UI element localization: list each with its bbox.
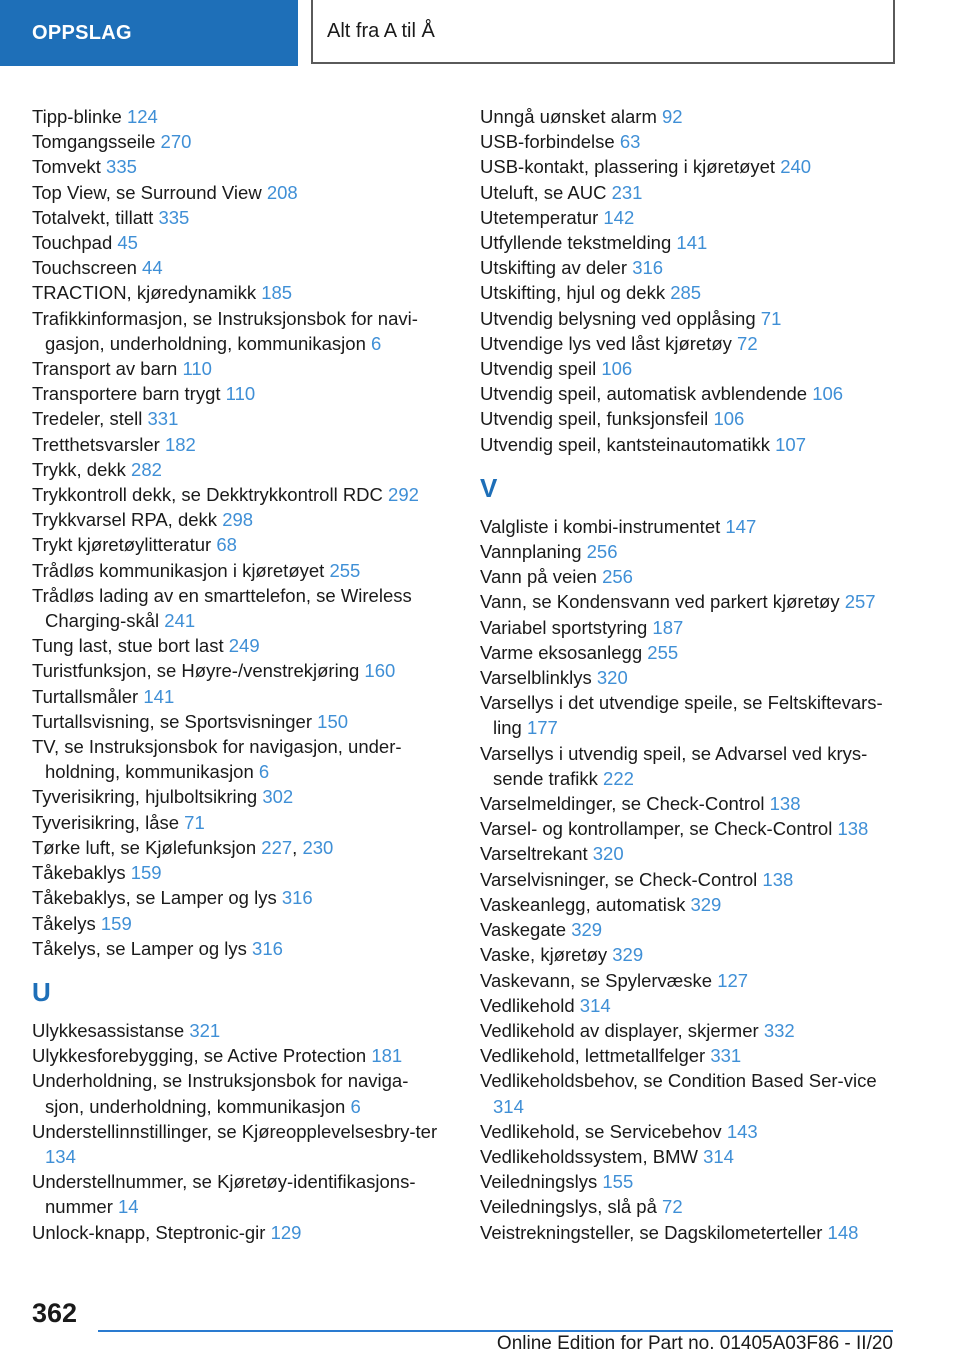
index-entry (480, 917, 890, 942)
page-reference-link[interactable]: 110 (225, 383, 256, 405)
index-entry (32, 784, 442, 809)
page-reference-link[interactable]: 72 (662, 1196, 683, 1218)
page-reference-link[interactable]: 141 (143, 685, 175, 707)
index-entry-text: Transportere barn trygt (32, 383, 221, 405)
index-entry (480, 129, 890, 154)
page-reference-link[interactable]: 159 (130, 862, 162, 884)
index-entry (32, 280, 442, 305)
index-entry-text: Tretthetsvarsler (32, 433, 160, 455)
index-entry-text: Utskifting av deler (480, 257, 628, 279)
page-reference-link[interactable]: 335 (106, 156, 137, 178)
index-entry (480, 255, 890, 280)
index-entry (32, 230, 442, 255)
index-entry (32, 936, 442, 961)
index-entry (480, 640, 890, 665)
index-entry-text: Tredeler, stell (32, 408, 143, 430)
page-reference-link[interactable]: 127 (717, 969, 749, 991)
page-reference-link[interactable]: 314 (703, 1145, 734, 1167)
section-tab (0, 0, 298, 66)
index-entry (32, 1043, 442, 1068)
index-entry-text: Utvendig speil, automatisk avblendende (480, 383, 808, 405)
index-entry-text: Vedlikehold av displayer, skjermer (480, 1019, 759, 1041)
index-column-right (480, 104, 890, 1245)
index-entry (480, 615, 890, 640)
index-entry-text: Utvendig speil, funksjonsfeil (480, 408, 709, 430)
page-reference-link[interactable]: 298 (222, 509, 254, 531)
index-entry (32, 684, 442, 709)
index-entry-text: Unlock-knapp, Steptronic-gir (32, 1221, 266, 1243)
page-reference-link[interactable]: 138 (837, 818, 869, 840)
page-reference-link[interactable]: 227 (261, 836, 293, 858)
index-entry-text: Uteluft, se AUC (480, 181, 607, 203)
index-entry-text: Tåkebaklys, se Lamper og lys (32, 887, 277, 909)
index-entry-text: Top View, se Surround View (32, 181, 262, 203)
page-reference-link[interactable]: 302 (262, 786, 294, 808)
index-entry-text: Vedlikeholdssystem, BMW (480, 1145, 698, 1167)
index-entry-text: Trådløs kommunikasjon i kjøretøyet (32, 559, 325, 581)
section-label: OPPSLAG (32, 21, 132, 44)
page-reference-link[interactable]: 71 (760, 307, 782, 329)
index-entry (480, 892, 890, 917)
page-reference-link[interactable]: 187 (652, 616, 684, 638)
page-reference-link[interactable]: 316 (632, 257, 664, 279)
page-number: 362 (32, 1298, 78, 1328)
page-reference-link[interactable]: 147 (725, 515, 757, 537)
index-entry (480, 993, 890, 1018)
index-entry (32, 205, 442, 230)
index-entry (480, 1018, 890, 1043)
index-entry (480, 968, 890, 993)
index-entry (480, 1144, 890, 1169)
page-reference-link[interactable]: 332 (763, 1019, 795, 1041)
index-entry (480, 1220, 890, 1245)
index-entry (480, 539, 890, 564)
page-reference-link[interactable]: 44 (142, 257, 163, 279)
index-entry-text: Varseltrekant (480, 843, 588, 865)
index-entry-text: Vaskevann, se Spylervæske (480, 969, 713, 991)
index-entry (32, 860, 442, 885)
page-title: Alt fra A til Å (327, 19, 435, 42)
index-entry (480, 180, 890, 205)
index-entry-text: Varsellys i det utvendige speile, se Feltskiftevars‐ling (480, 692, 883, 739)
index-entry (480, 741, 890, 791)
page-reference-link[interactable]: 124 (126, 106, 158, 127)
index-entry-text: Vedlikeholdsbehov, se Condition Based Ser‐vice (480, 1070, 877, 1092)
index-entry (32, 154, 442, 179)
index-entry (480, 154, 890, 179)
page-reference-link[interactable]: 110 (182, 358, 212, 380)
index-entry-text: Transport av barn (32, 358, 178, 380)
index-entry (32, 406, 442, 431)
index-entry-text: Turtallsvisning, se Sportsvisninger (32, 710, 313, 732)
index-entry-text: Ulykkesforebygging, se Active Protection (32, 1045, 367, 1067)
index-entry (32, 457, 442, 482)
page-reference-link[interactable]: 6 (371, 332, 382, 354)
page-reference-link[interactable]: 142 (603, 206, 635, 228)
index-entry-text: USB-kontakt, plassering i kjøretøyet (480, 156, 776, 178)
index-entry (480, 331, 890, 356)
page-reference-link[interactable]: 134 (45, 1145, 76, 1167)
index-entry-text: Valgliste i kombi-instrumentet (480, 515, 721, 537)
index-entry (32, 1220, 442, 1245)
index-entry (480, 867, 890, 892)
index-letter-heading: V (480, 472, 498, 503)
index-entry (32, 507, 442, 532)
index-entry-text: Varselvisninger, se Check-Control (480, 868, 758, 890)
index-entry (480, 1043, 890, 1068)
page-reference-link[interactable]: 256 (586, 541, 618, 563)
index-entry-text: Trafikkinformasjon, se Instruksjonsbok for navi‐gasjon, underholdning, kommunikasjon (32, 307, 418, 354)
index-entry-text: Utvendige lys ved låst kjøretøy (480, 332, 732, 354)
index-entry-text: Touchscreen (32, 257, 137, 279)
index-entry (32, 532, 442, 557)
page-reference-link[interactable]: 331 (147, 408, 179, 430)
index-entry (480, 564, 890, 589)
index-entry-text: Vann på veien (480, 566, 597, 588)
page-reference-link[interactable]: 320 (596, 667, 628, 689)
page-reference-link[interactable]: 107 (775, 433, 806, 455)
index-entry (480, 1194, 890, 1219)
page-reference-link[interactable]: 314 (493, 1095, 524, 1117)
index-entry-text: Ulykkesassistanse (32, 1019, 185, 1041)
index-entry-text: Utvendig speil (480, 358, 597, 380)
page-reference-link[interactable]: 106 (812, 383, 844, 405)
index-entry: Tørke luft, se Kjølefunksjon 227, 230 (32, 836, 334, 858)
index-entry (32, 810, 442, 835)
index-entry-text: Trykk, dekk (32, 458, 126, 480)
index-entry (32, 180, 442, 205)
page-reference-link[interactable]: 6 (258, 761, 270, 783)
index-entry-text: Understellinnstillinger, se Kjøreopplevelsesbry‐ter (32, 1120, 438, 1142)
page-reference-link[interactable]: 106 (601, 358, 633, 380)
page-reference-link[interactable]: 320 (592, 843, 624, 865)
index-entry-text: Trådløs lading av en smarttelefon, se Wireless Charging-skål (32, 584, 412, 632)
index-entry-text: Veistrekningsteller, se Dagskilometerteller (480, 1221, 823, 1243)
index-entry (32, 1119, 442, 1169)
index-entry (480, 280, 890, 305)
page-reference-link[interactable]: 159 (100, 912, 132, 934)
page-reference-link[interactable]: 45 (117, 232, 138, 254)
index-entry (32, 1018, 442, 1043)
index-entry-text: Vedlikehold (480, 994, 575, 1016)
index-entry-text: Tåkelys, se Lamper og lys (32, 937, 247, 959)
index-entry-text: Trykkontroll dekk, se Dekktrykkontroll RDC (32, 484, 383, 506)
index-entry (480, 841, 890, 866)
index-entry-text: Understellnummer, se Kjøretøy-identifikasjons‐nummer (32, 1171, 416, 1218)
page-reference-link[interactable]: 321 (189, 1019, 221, 1041)
index-entry (480, 816, 890, 841)
index-entry-text: Tipp-blinke (32, 106, 122, 127)
index-entry (32, 734, 442, 784)
index-entry-text: Unngå uønsket alarm (480, 106, 657, 127)
page-reference-link[interactable]: 331 (710, 1045, 742, 1067)
index-entry (32, 381, 442, 406)
page-reference-link[interactable]: 249 (228, 635, 260, 657)
page-reference-link[interactable]: 208 (266, 181, 298, 203)
page-reference-link[interactable]: 148 (827, 1221, 859, 1243)
index-entry (32, 709, 442, 734)
index-entry (480, 589, 890, 614)
page-reference-link[interactable]: 329 (690, 893, 722, 915)
page-reference-link[interactable]: 63 (619, 131, 641, 153)
index-entry-text: Utvendig speil, kantsteinautomatikk (480, 433, 770, 455)
index-entry-text: Varselblinklys (480, 667, 592, 689)
index-entry (32, 1068, 442, 1118)
page-reference-link[interactable]: 314 (579, 994, 611, 1016)
index-entry (32, 1169, 442, 1219)
index-entry-text: Tomvekt (32, 156, 101, 178)
page-reference-link[interactable]: 257 (844, 591, 876, 613)
index-entry-text: Varselmeldinger, se Check-Control (480, 793, 765, 815)
page-reference-link[interactable]: 240 (780, 156, 812, 178)
index-entry-text: Veiledningslys, slå på (480, 1196, 657, 1218)
index-entry (32, 306, 442, 356)
index-entry-text: TV, se Instruksjonsbok for navigasjon, under‐holdning, kommunikasjon (32, 736, 402, 783)
page-reference-link[interactable]: 329 (612, 944, 644, 966)
page-reference-link[interactable]: 231 (611, 181, 643, 203)
index-entry (32, 583, 442, 633)
index-entry-text: Vaskegate (480, 919, 567, 941)
index-entry-text: Tyverisikring, hjulboltsikring (32, 786, 258, 808)
index-entry (32, 104, 442, 129)
page-reference-link[interactable]: 185 (261, 282, 293, 304)
page-reference-link[interactable]: 316 (281, 887, 313, 909)
page-reference-link[interactable]: 256 (602, 566, 633, 588)
index-entry (480, 306, 890, 331)
page-header (0, 0, 960, 66)
index-entry (480, 791, 890, 816)
index-entry-text: Utetemperatur (480, 206, 599, 228)
index-entry (480, 432, 890, 457)
index-entry-text: Touchpad (32, 232, 113, 254)
index-entry (32, 658, 442, 683)
index-entry (32, 356, 442, 381)
index-entry-text: Varsel- og kontrollamper, se Check-Control (480, 818, 833, 840)
page-reference-link[interactable]: 285 (670, 282, 702, 304)
page-reference-link[interactable]: 106 (713, 408, 745, 430)
index-entry (480, 381, 890, 406)
page-reference-link[interactable]: 155 (602, 1171, 634, 1193)
index-entry-text: USB-forbindelse (480, 131, 615, 153)
index-entry (480, 1169, 890, 1194)
page-reference-link[interactable]: 316 (252, 937, 283, 959)
index-entry-text: TRACTION, kjøredynamikk (32, 282, 257, 304)
index-entry-text: Utfyllende tekstmelding (480, 232, 672, 254)
index-entry-text: Tørke luft, se Kjølefunksjon (32, 836, 257, 858)
index-entry (32, 482, 442, 507)
index-entry-text: Veiledningslys (480, 1171, 598, 1193)
index-entry (32, 911, 442, 936)
page-reference-link[interactable]: 92 (662, 106, 683, 127)
index-entry-text: Trykkvarsel RPA, dekk (32, 509, 218, 531)
page-reference-link[interactable]: 143 (726, 1120, 758, 1142)
index-entry (32, 129, 442, 154)
index-entry-text: Tomgangsseile (32, 131, 156, 153)
index-entry (480, 690, 890, 740)
index-entry-text: Tåkebaklys (32, 862, 126, 884)
page-reference-link[interactable]: 335 (158, 206, 190, 228)
index-entry-text: Vedlikehold, se Servicebehov (480, 1120, 722, 1142)
index-entry (480, 942, 890, 967)
index-entry (480, 514, 890, 539)
page-reference-link[interactable]: 282 (131, 458, 162, 480)
page-reference-link[interactable]: 68 (216, 534, 237, 556)
index-entry-text: Turistfunksjon, se Høyre-/venstrekjøring (32, 660, 360, 682)
index-entry-text: Tåkelys (32, 912, 96, 934)
index-entry-text: Vedlikehold, lettmetallfelger (480, 1045, 706, 1067)
index-entry (32, 255, 442, 280)
index-entry-text: Vaskeanlegg, automatisk (480, 893, 686, 915)
index-entry (480, 230, 890, 255)
page-reference-link[interactable]: 150 (317, 710, 349, 732)
index-entry (32, 633, 442, 658)
index-entry-text: Variabel sportstyring (480, 616, 648, 638)
index-entry-text: Vannplaning (480, 541, 582, 563)
index-column-left (32, 104, 442, 1245)
page-reference-link[interactable]: 255 (647, 641, 679, 663)
index-entry-text: Underholdning, se Instruksjonsbok for naviga‐sjon, underholdning, kommunikasjon (32, 1070, 409, 1117)
index-letter-heading: U (32, 976, 51, 1007)
page-reference-link[interactable]: 292 (388, 484, 419, 506)
page-reference-link[interactable]: 230 (302, 836, 334, 858)
index-entry (480, 1068, 890, 1118)
header-title-box (311, 0, 895, 64)
index-entry-text: Utvendig belysning ved opplåsing (480, 307, 756, 329)
page-reference-link[interactable]: 255 (329, 559, 361, 581)
index-entry-text: Totalvekt, tillatt (32, 206, 154, 228)
index-entry (480, 104, 890, 129)
page-reference-link[interactable]: 181 (371, 1045, 403, 1067)
page-reference-link[interactable]: 14 (118, 1196, 139, 1218)
index-entry (32, 558, 442, 583)
edition-text: Online Edition for Part no. 01405A03F86 - II/20 (496, 1333, 893, 1354)
index-entry (480, 1119, 890, 1144)
page-reference-link[interactable]: 71 (184, 811, 205, 833)
page-reference-link[interactable]: 141 (676, 232, 708, 254)
index-entry-text: Turtallsmåler (32, 685, 139, 707)
index-entry-text: Varme eksosanlegg (480, 641, 643, 663)
footer-rule (98, 1330, 893, 1332)
page-reference-link[interactable]: 129 (270, 1221, 302, 1243)
page-reference-link[interactable]: 222 (603, 767, 634, 789)
page-reference-link[interactable]: 138 (769, 793, 801, 815)
page-reference-link[interactable]: 182 (164, 433, 196, 455)
page-reference-link[interactable]: 6 (350, 1095, 361, 1117)
index-entry (480, 356, 890, 381)
index-entry-text: Vann, se Kondensvann ved parkert kjøretøy (480, 591, 840, 613)
index-entry-text: Utskifting, hjul og dekk (480, 282, 666, 304)
index-entry (480, 205, 890, 230)
page-reference-link[interactable]: 72 (737, 332, 758, 354)
index-entry (480, 665, 890, 690)
page-reference-link[interactable]: 177 (526, 717, 558, 739)
page-reference-link[interactable]: 160 (364, 660, 396, 682)
index-entry-text: Tyverisikring, låse (32, 811, 180, 833)
page-reference-link[interactable]: 138 (762, 868, 794, 890)
index-entry-text: Vaske, kjøretøy (480, 944, 608, 966)
index-entry-text: Trykt kjøretøylitteratur (32, 534, 212, 556)
page-reference-link[interactable]: 241 (164, 610, 196, 632)
index-entry-text: Varsellys i utvendig speil, se Advarsel ved krys‐sende trafikk (480, 742, 868, 789)
page-reference-link[interactable]: 329 (571, 919, 603, 941)
page-reference-link[interactable]: 270 (160, 131, 192, 153)
index-entry (32, 885, 442, 910)
index-entry (480, 406, 890, 431)
index-entry-text: Tung last, stue bort last (32, 635, 224, 657)
index-entry (32, 432, 442, 457)
